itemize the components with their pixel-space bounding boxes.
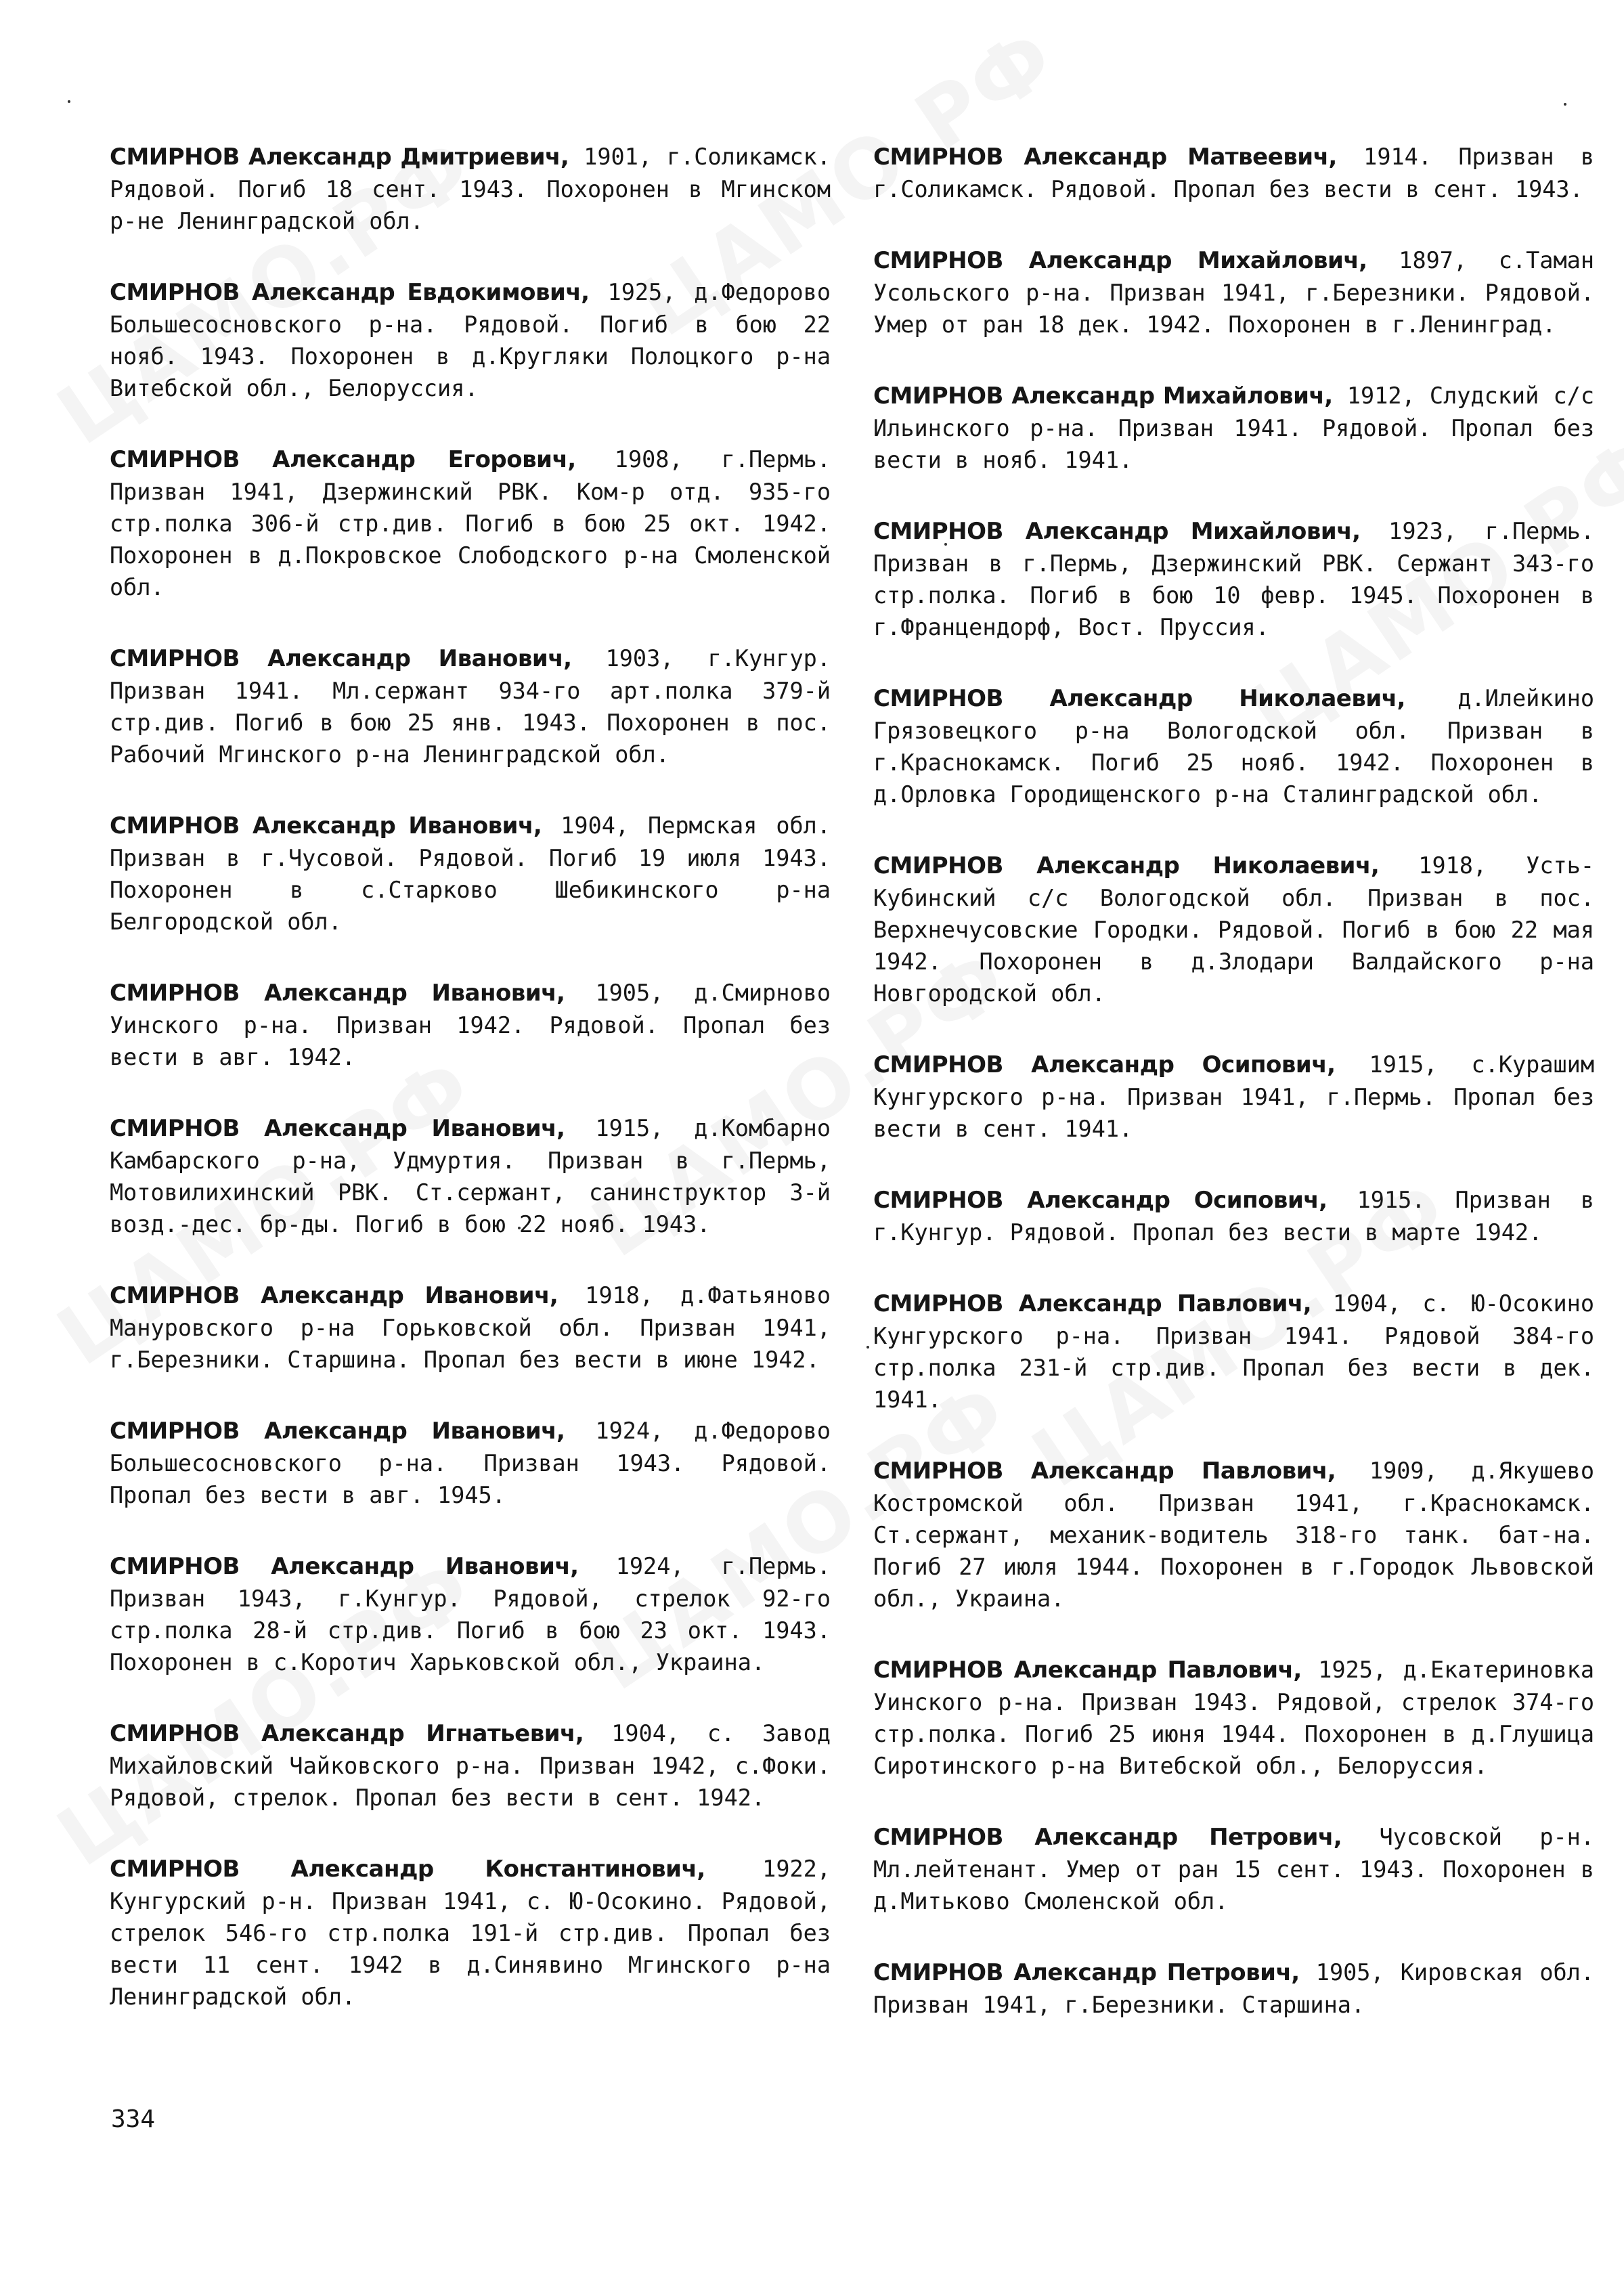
entry-name: СМИРНОВ Александр Константинович, <box>110 1856 705 1883</box>
scan-speck <box>866 1346 869 1349</box>
entry-name: СМИРНОВ Александр Дмитриевич, <box>110 144 569 171</box>
page-number: 334 <box>111 2105 156 2133</box>
entry-text: Чусовской р-н. Мл.лейтенант. Умер от ран 15 сент. 1943. Похоронен в д.Митьково Смоленской обл. <box>873 1824 1595 1914</box>
entry-text: 1925, д.Екатериновка Уинского р-на. Призван 1943. Рядовой, стрелок 374-го стр.полка. Погиб 25 июня 1944. Похоронен в д.Глушица Сиротинского р-на Витебской обл., Белоруссия. <box>873 1657 1594 1779</box>
entry-text: 1912, Слудский с/с Ильинского р-на. Призван 1941. Рядовой. Пропал без вести в нояб. 1941. <box>873 382 1594 473</box>
entry <box>873 515 1594 643</box>
entry-text: 1904, с. Ю-Осокино Кунгурского р-на. Призван 1941. Рядовой 384-го стр.полка 231-й стр.див. Пропал без вести в дек. 1941. <box>873 1290 1594 1413</box>
entry-name: СМИРНОВ Александр Михайлович, <box>873 247 1367 274</box>
entry-text: 1925, д.Федорово Большесосновского р-на. Рядовой. Погиб в бою 22 нояб. 1943. Похоронен в д.Кругляки Полоцкого р-на Витебской обл., Белоруссия. <box>110 279 831 401</box>
entry-name: СМИРНОВ Александр Матвеевич, <box>873 144 1337 171</box>
entry-name: СМИРНОВ Александр Иванович, <box>110 1418 565 1445</box>
entry-text: 1905, Кировская обл. Призван 1941, г.Березники. Старшина. <box>873 1959 1595 2018</box>
entry-text: 1915, с.Курашим Кунгурского р-на. Призван 1941, г.Пермь. Пропал без вести в сент. 1941. <box>873 1051 1594 1142</box>
entry-name: СМИРНОВ Александр Иванович, <box>110 645 572 672</box>
entry <box>873 1821 1594 1917</box>
entry <box>110 1279 831 1376</box>
entry-name: СМИРНОВ Александр Николаевич, <box>873 852 1380 879</box>
entry <box>873 1049 1594 1145</box>
entry-name: СМИРНОВ Александр Осипович, <box>873 1051 1336 1078</box>
entry <box>873 850 1594 1009</box>
entry-text: 1914. Призван в г.Соликамск. Рядовой. Пропал без вести в сент. 1943. <box>873 144 1594 202</box>
entry-text: 1918, д.Фатьяново Мануровского р-на Горьковской обл. Призван 1941, г.Березники. Старшина. Пропал без вести в июне 1942. <box>110 1282 831 1373</box>
entry-text: 1922, Кунгурский р-н. Призван 1941, с. Ю-Осокино. Рядовой, стрелок 546-го стр.полка 191-й стр.див. Пропал без вести 11 сент. 1942 в д.Синявино Мгинского р-на Ленинградской обл. <box>110 1856 831 2010</box>
entry <box>110 642 831 770</box>
entry-text: 1908, г.Пермь. Призван 1941, Дзержинский РВК. Ком-р отд. 935-го стр.полка 306-й стр.див. Погиб в бою 25 окт. 1942. Похоронен в д.Покровское Слободского р-на Смоленской обл. <box>110 446 831 600</box>
entry <box>110 1112 831 1240</box>
entry-text: 1909, д.Якушево Костромской обл. Призван 1941, г.Краснокамск. Ст.сержант, механик-водитель 318-го танк. бат-на. Погиб 27 июля 1944. Похоронен в г.Городок Львовской обл., Украина. <box>873 1458 1594 1612</box>
entry <box>873 244 1594 341</box>
entry-name: СМИРНОВ Александр Павлович, <box>873 1290 1312 1317</box>
entry-name: СМИРНОВ Александр Павлович, <box>873 1458 1336 1485</box>
entry-name: СМИРНОВ Александр Иванович, <box>110 1282 558 1309</box>
entry-text: 1924, д.Федорово Большесосновского р-на. Призван 1943. Рядовой. Пропал без вести в авг. 1945. <box>110 1418 831 1508</box>
entry-text: 1924, г.Пермь. Призван 1943, г.Кунгур. Рядовой, стрелок 92-го стр.полка 28-й стр.див. Погиб в бою 23 окт. 1943. Похоронен в с.Коротич Харьковской обл., Украина. <box>110 1553 831 1675</box>
entry-name: СМИРНОВ Александр Иванович, <box>110 812 542 839</box>
entry-name: СМИРНОВ Александр Осипович, <box>873 1187 1327 1214</box>
entry <box>110 1415 831 1511</box>
left-column <box>110 141 831 2013</box>
entry-text: 1905, д.Смирново Уинского р-на. Призван 1942. Рядовой. Пропал без вести в авг. 1942. <box>110 980 831 1070</box>
entry-name: СМИРНОВ Александр Евдокимович, <box>110 279 590 306</box>
entry-name: СМИРНОВ Александр Петрович, <box>873 1959 1300 1986</box>
entry <box>110 1853 831 2013</box>
entry-name: СМИРНОВ Александр Иванович, <box>110 980 565 1007</box>
entry-name: СМИРНОВ Александр Павлович, <box>873 1657 1302 1684</box>
entry-name: СМИРНОВ Александр Михайлович, <box>873 518 1361 545</box>
entry <box>873 1184 1594 1248</box>
entry-text: 1915, д.Комбарно Камбарского р-на, Удмуртия. Призван в г.Пермь, Мотовилихинский РВК. Ст.сержант, санинструктор 3-й возд.-дес. бр-ды. Погиб в бою 22 нояб. 1943. <box>110 1115 831 1237</box>
entry-text: 1923, г.Пермь. Призван в г.Пермь, Дзержинский РВК. Сержант 343-го стр.полка. Погиб в бою 10 февр. 1945. Похоронен в г.Францендорф, Вост. Пруссия. <box>873 518 1594 640</box>
entry <box>110 443 831 603</box>
entry <box>110 1550 831 1678</box>
entry <box>873 1455 1594 1615</box>
entry-text: 1901, г.Соликамск. Рядовой. Погиб 18 сент. 1943. Похоронен в Мгинском р-не Ленинградской обл. <box>110 144 831 234</box>
entry <box>873 1288 1594 1416</box>
scan-speck <box>1564 103 1566 106</box>
entry-text: 1897, с.Таман Усольского р-на. Призван 1941, г.Березники. Рядовой. Умер от ран 18 дек. 1942. Похоронен в г.Ленинград. <box>873 247 1594 338</box>
entry-name: СМИРНОВ Александр Игнатьевич, <box>110 1720 584 1747</box>
entry-text: 1915. Призван в г.Кунгур. Рядовой. Пропал без вести в марте 1942. <box>873 1187 1595 1246</box>
entry-name: СМИРНОВ Александр Петрович, <box>873 1824 1342 1851</box>
entry <box>873 380 1594 476</box>
entry-name: СМИРНОВ Александр Иванович, <box>110 1553 579 1580</box>
right-column <box>873 141 1594 2021</box>
entry-name: СМИРНОВ Александр Николаевич, <box>873 685 1405 712</box>
entry-text: д.Илейкино Грязовецкого р-на Вологодской обл. Призван в г.Краснокамск. Погиб 25 нояб. 1942. Похоронен в д.Орловка Городищенского р-на Сталинградской обл. <box>873 685 1595 808</box>
entry-text: 1903, г.Кунгур. Призван 1941. Мл.сержант 934-го арт.полка 379-й стр.див. Погиб в бою 25 янв. 1943. Похоронен в пос. Рабочий Мгинского р-на Ленинградской обл. <box>110 645 831 768</box>
entry <box>110 141 831 237</box>
entry <box>110 977 831 1073</box>
entry-name: СМИРНОВ Александр Михайлович, <box>873 382 1333 410</box>
entry-text: 1904, Пермская обл. Призван в г.Чусовой. Рядовой. Погиб 19 июля 1943. Похоронен в с.Старково Шебикинского р-на Белгородской обл. <box>110 812 831 935</box>
entry-text: 1904, с. Завод Михайловский Чайковского р-на. Призван 1942, с.Фоки. Рядовой, стрелок. Пропал без вести в сент. 1942. <box>110 1720 831 1811</box>
entry <box>873 682 1594 810</box>
entry <box>110 276 831 404</box>
entry-text: 1918, Усть-Кубинский с/с Вологодской обл. Призван в пос. Верхнечусовские Городки. Рядовой. Погиб в бою 22 мая 1942. Похоронен в д.Злодари Валдайского р-на Новгородской обл. <box>873 852 1594 1007</box>
entry-name: СМИРНОВ Александр Егорович, <box>110 446 576 473</box>
scan-speck <box>68 100 70 103</box>
entry <box>873 141 1594 205</box>
entry <box>110 1717 831 1814</box>
entry-name: СМИРНОВ Александр Иванович, <box>110 1115 565 1142</box>
entry <box>873 1956 1594 2021</box>
entry <box>110 810 831 938</box>
entry <box>873 1654 1594 1782</box>
